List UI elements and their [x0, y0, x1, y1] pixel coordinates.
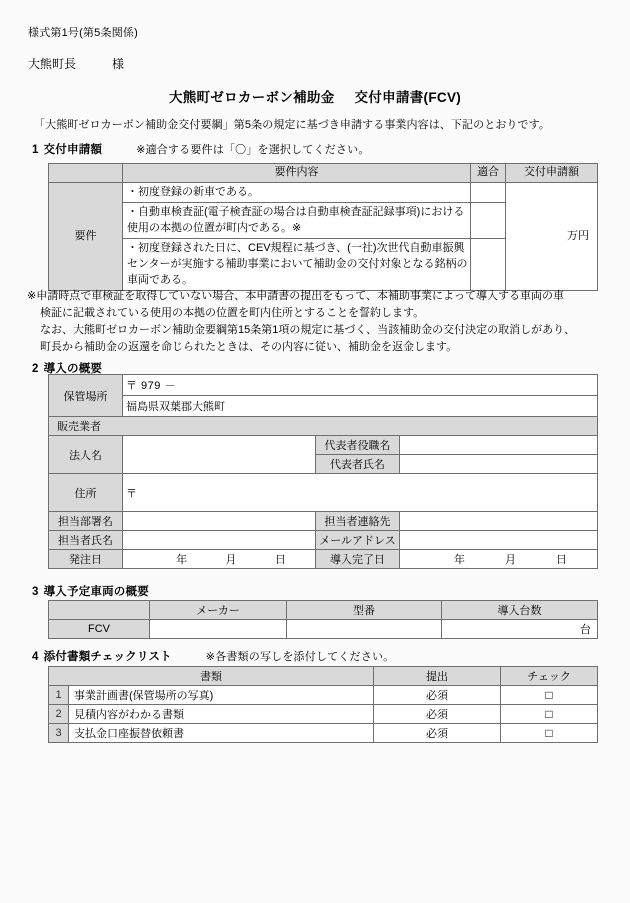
table-row — [49, 182, 598, 203]
section1-heading — [32, 141, 370, 157]
table-row — [49, 686, 598, 705]
checkbox-icon[interactable]: □ — [501, 724, 598, 743]
model-field[interactable] — [287, 620, 442, 639]
section2-title: 導入の概要 — [43, 363, 103, 375]
document-name: 見積内容がわかる書類 — [69, 705, 374, 724]
amount-unit: 万円 — [567, 229, 589, 242]
requirement-row-label: 要件 — [49, 182, 123, 291]
contact-label: 担当者連絡先 — [316, 512, 400, 531]
storage-zip-field[interactable]: 〒 979 － — [123, 375, 598, 396]
storage-location-label: 保管場所 — [49, 375, 123, 417]
maker-field[interactable] — [150, 620, 287, 639]
addressee-line — [28, 55, 124, 72]
footnote-line-1: ※申請時点で車検証を取得していない場合、本申請書の提出をもって、本補助事業によって導入する車両の車 — [27, 290, 564, 302]
section4-title: 添付書類チェックリスト — [43, 651, 172, 663]
table-header-row — [49, 164, 598, 183]
section4-note: ※各書類の写しを添付してください。 — [205, 651, 395, 663]
section4-number: 4 — [32, 651, 39, 663]
col-blank — [49, 601, 150, 620]
dealer-section-header: 販売業者 — [49, 417, 598, 436]
completion-date-month: 月 — [505, 554, 516, 566]
footnote-line-2: 検証に記載されている使用の本拠の位置を町内住所とすることを誓約します。 — [40, 307, 425, 320]
checkbox-icon[interactable]: □ — [501, 686, 598, 705]
corporate-name-field[interactable] — [123, 436, 316, 474]
attachment-checklist-table — [48, 666, 598, 743]
row-index: 2 — [49, 705, 69, 724]
overview-table — [48, 374, 598, 569]
table-row — [49, 417, 598, 436]
section1-number: 1 — [32, 144, 39, 156]
col-model: 型番 — [287, 601, 442, 620]
section3-number: 3 — [32, 586, 39, 598]
row-index: 1 — [49, 686, 69, 705]
table-row — [49, 375, 598, 396]
page-title-main: 大熊町ゼロカーボン補助金 — [168, 90, 335, 105]
table-row — [49, 705, 598, 724]
col-document: 書類 — [49, 667, 374, 686]
col-check: チェック — [501, 667, 598, 686]
application-amount-table — [48, 163, 598, 291]
page-title — [0, 86, 630, 106]
address-zip-mark: 〒 — [126, 487, 137, 500]
representative-name-label: 代表者氏名 — [316, 455, 400, 474]
footnote-line-4: 町長から補助金の返還を命じられたときは、その内容に従い、補助金を返金します。 — [40, 341, 458, 354]
representative-title-label: 代表者役職名 — [316, 436, 400, 455]
table-row — [49, 620, 598, 639]
submission-status: 必須 — [374, 705, 501, 724]
order-date-label: 発注日 — [49, 550, 123, 569]
table-row — [49, 531, 598, 550]
section1-note: ※適合する要件は「〇」を選択してください。 — [136, 144, 370, 156]
quantity-unit: 台 — [580, 624, 591, 636]
table-header-row — [49, 601, 598, 620]
conformity-input-1[interactable] — [471, 182, 506, 203]
department-field[interactable] — [123, 512, 316, 531]
table-row — [49, 396, 598, 417]
conformity-input-3[interactable] — [471, 239, 506, 291]
order-date-day: 日 — [274, 554, 286, 566]
col-blank — [49, 164, 123, 183]
conformity-input-2[interactable] — [471, 203, 506, 239]
completion-date-label: 導入完了日 — [316, 550, 400, 569]
table-row — [49, 550, 598, 569]
footnote-line-3: なお、大熊町ゼロカーボン補助金要綱第15条第1項の規定に基づく、当該補助金の交付決定の取消しがあり、 — [40, 324, 576, 337]
contact-field[interactable] — [400, 512, 598, 531]
department-label: 担当部署名 — [49, 512, 123, 531]
quantity-field[interactable] — [442, 620, 598, 639]
email-field[interactable] — [400, 531, 598, 550]
addressee-name: 大熊町長 — [28, 57, 77, 71]
addressee-honorific: 様 — [112, 57, 125, 71]
section3-title: 導入予定車両の概要 — [43, 586, 149, 598]
person-name-label: 担当者氏名 — [49, 531, 123, 550]
section2-number: 2 — [32, 363, 39, 375]
person-name-field[interactable] — [123, 531, 316, 550]
table-row — [49, 512, 598, 531]
completion-date-year: 年 — [454, 554, 465, 566]
col-application-amount: 交付申請額 — [506, 164, 598, 183]
requirement-text-3: ・初度登録された日に、CEV規程に基づき、(一社)次世代自動車振興センターが実施する補助事業において補助金の交付対象となる銘柄の車両である。 — [123, 239, 471, 291]
storage-address-field[interactable]: 福島県双葉郡大熊町 — [123, 396, 598, 417]
representative-title-field[interactable] — [400, 436, 598, 455]
order-date-month: 月 — [225, 554, 237, 566]
address-field[interactable] — [123, 474, 598, 512]
requirement-text-2: ・自動車検査証(電子検査証の場合は自動車検査証記録事項)における使用の本拠の位置が町内である。※ — [123, 203, 471, 239]
form-code: 様式第1号(第5条関係) — [28, 27, 138, 39]
address-label: 住所 — [49, 474, 123, 512]
submission-status: 必須 — [374, 686, 501, 705]
corporate-name-label: 法人名 — [49, 436, 123, 474]
col-conformity: 適合 — [471, 164, 506, 183]
table-row — [49, 436, 598, 455]
table-header-row — [49, 667, 598, 686]
section1-footnote — [27, 288, 607, 356]
section3-heading — [32, 583, 149, 599]
page-title-sub: 交付申請書(FCV) — [354, 90, 462, 105]
col-requirement-content: 要件内容 — [123, 164, 471, 183]
requirement-text-1: ・初度登録の新車である。 — [123, 182, 471, 203]
vehicle-type: FCV — [49, 620, 150, 639]
checkbox-icon[interactable]: □ — [501, 705, 598, 724]
email-label: メールアドレス — [316, 531, 400, 550]
completion-date-field[interactable] — [400, 550, 598, 569]
col-submission: 提出 — [374, 667, 501, 686]
lead-paragraph: 「大熊町ゼロカーボン補助金交付要綱」第5条の規定に基づき申請する事業内容は、下記のとおりです。 — [34, 119, 550, 131]
completion-date-day: 日 — [556, 554, 567, 566]
section1-title: 交付申請額 — [43, 144, 103, 156]
table-row — [49, 474, 598, 512]
planned-vehicle-table — [48, 600, 598, 639]
row-index: 3 — [49, 724, 69, 743]
document-name: 事業計画書(保管場所の写真) — [69, 686, 374, 705]
order-date-field[interactable] — [123, 550, 316, 569]
representative-name-field[interactable] — [400, 455, 598, 474]
application-amount-cell[interactable] — [506, 182, 598, 291]
col-quantity: 導入台数 — [442, 601, 598, 620]
table-row — [49, 724, 598, 743]
col-maker: メーカー — [150, 601, 287, 620]
document-name: 支払金口座振替依頼書 — [69, 724, 374, 743]
submission-status: 必須 — [374, 724, 501, 743]
order-date-year: 年 — [176, 554, 188, 566]
section4-heading — [32, 648, 394, 664]
